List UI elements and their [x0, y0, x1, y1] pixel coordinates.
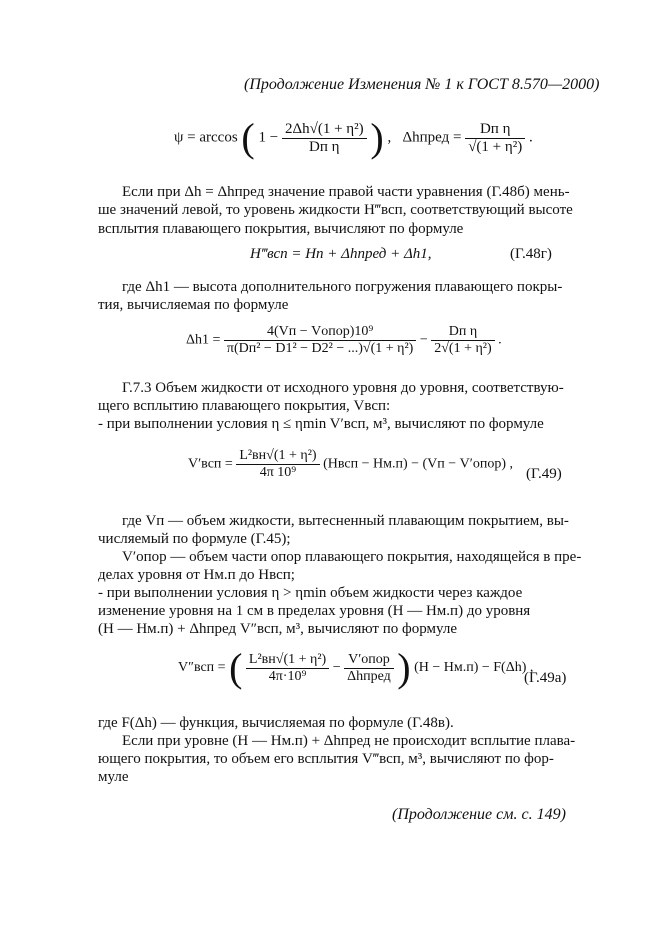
text-line: - при выполнении условия η ≤ ηmin V′всп, м³, вычисляют по формуле — [98, 416, 544, 432]
text-line: всплытия плавающего покрытия, вычисляют по формуле — [98, 221, 464, 237]
formula-dh1-numerator-2: Dп η — [431, 324, 494, 341]
formula-dh1-denominator-1: π(Dп² − D1² − D2² − ...)√(1 + η²) — [226, 341, 414, 356]
formula-g49a: V″всп = ( $\frac{\text{L²вн√(1 + η²)}}{\text{4π·10⁹}}$ − $\frac{\text{V′опор}}{\text{Δhпред}}$ ) (H − Hм.п) − F(Δh) , — [178, 645, 534, 690]
formula-dh1: Δh1 = $\frac{\text{4(Vп − Vопор)10⁹}}{\text{π(Dп² − D1² − D2² − ...)√(1 + η²)}}$ − $\frac{\text{Dп η}}{\text{2√(1 + η²)}}$ . — [186, 324, 502, 356]
text-line: числяемый по формуле (Г.45); — [98, 531, 291, 547]
formula-g49a-number: (Г.49а) — [524, 670, 567, 686]
formula-psi: ψ = arccos ( 1 − $\frac{\text{2Δh√(1 + η²)}}{\text{Dп η}}$ ) , Δhпред = $\frac{\text{Dп η}}{\text{√(1 + η²)}}$ . — [174, 115, 533, 160]
text-line: Если при уровне (H — Hм.п) + Δhпред не происходит всплытие плава- — [122, 733, 576, 749]
formula-psi-lhs: ψ = arccos — [174, 129, 238, 146]
formula-g49a-numerator-2: V′опор — [344, 652, 394, 669]
formula-g49-lhs: V′всп = — [188, 456, 233, 472]
formula-g48g: H‴всп = Hп + Δhпред + Δh1, — [250, 246, 432, 262]
formula-g49a-denominator-2: Δhпред — [347, 668, 391, 684]
text-line: делах уровня от Hм.п до Hвсп; — [98, 567, 295, 583]
text-line: ющего покрытия, то объем его всплытия V‴всп, м³, вычисляют по фор- — [98, 751, 554, 767]
formula-psi-denominator: Dп η — [309, 138, 340, 155]
formula-psi-one-minus: 1 − — [258, 129, 279, 146]
formula-g49-denominator: 4π 10⁹ — [259, 465, 297, 480]
text-line: где Δh1 — высота дополнительного погружения плавающего покры- — [122, 279, 563, 295]
text-line: (H — Hм.п) + Δhпред V″всп, м³, вычисляют по формуле — [98, 621, 457, 637]
formula-g49-number: (Г.49) — [526, 466, 562, 482]
text-line: - при выполнении условия η > ηmin объем жидкости через каждое — [98, 585, 523, 601]
page-footer: (Продолжение см. с. 149) — [392, 806, 566, 823]
formula-g49 — [188, 448, 513, 481]
text-line: Если при Δh = Δhпред значение правой части уравнения (Г.48б) мень- — [122, 184, 570, 200]
formula-psi-numerator: 2Δh√(1 + η²) — [282, 121, 367, 139]
formula-dh-pred-denominator: √(1 + η²) — [468, 138, 523, 155]
formula-dh1-denominator-2: 2√(1 + η²) — [434, 341, 492, 356]
formula-g49a-lhs: V″всп = — [178, 660, 226, 676]
text-line: тия, вычисляемая по формуле — [98, 297, 289, 313]
formula-g49a-rest: (H − Hм.п) − F(Δh) , — [414, 660, 534, 676]
formula-g49a-numerator-1: L²вн√(1 + η²) — [246, 652, 329, 669]
text-line: ше значений левой, то уровень жидкости H‴всп, соответствующий высоте — [98, 202, 573, 218]
text-line: Г.7.3 Объем жидкости от исходного уровня до уровня, соответствую- — [122, 380, 564, 396]
text-line: щего всплытию плавающего покрытия, Vвсп: — [98, 398, 391, 414]
text-line: где F(Δh) — функция, вычисляемая по формуле (Г.48в). — [98, 715, 454, 731]
formula-g49-rest: (Hвсп − Hм.п) − (Vп − V′опор) , — [323, 456, 514, 472]
text-line: изменение уровня на 1 см в пределах уровня (H — Hм.п) до уровня — [98, 603, 531, 619]
formula-g49-numerator: L²вн√(1 + η²) — [236, 448, 319, 465]
formula-dh-pred-lhs: Δhпред = — [402, 129, 462, 146]
formula-dh1-numerator-1: 4(Vп − Vопор)10⁹ — [224, 324, 416, 341]
text-line: муле — [98, 769, 129, 785]
formula-g48g-number: (Г.48г) — [510, 246, 552, 262]
formula-g49a-denominator-1: 4π·10⁹ — [268, 668, 307, 684]
text-line: V′опор — объем части опор плавающего покрытия, находящейся в пре- — [122, 549, 582, 565]
formula-dh-pred-numerator: Dп η — [465, 121, 525, 139]
formula-dh1-lhs: Δh1 = — [186, 332, 221, 348]
text-line: где Vп — объем жидкости, вытесненный плавающим покрытием, вы- — [122, 513, 569, 529]
page-header: (Продолжение Изменения № 1 к ГОСТ 8.570—2000) — [244, 76, 600, 93]
